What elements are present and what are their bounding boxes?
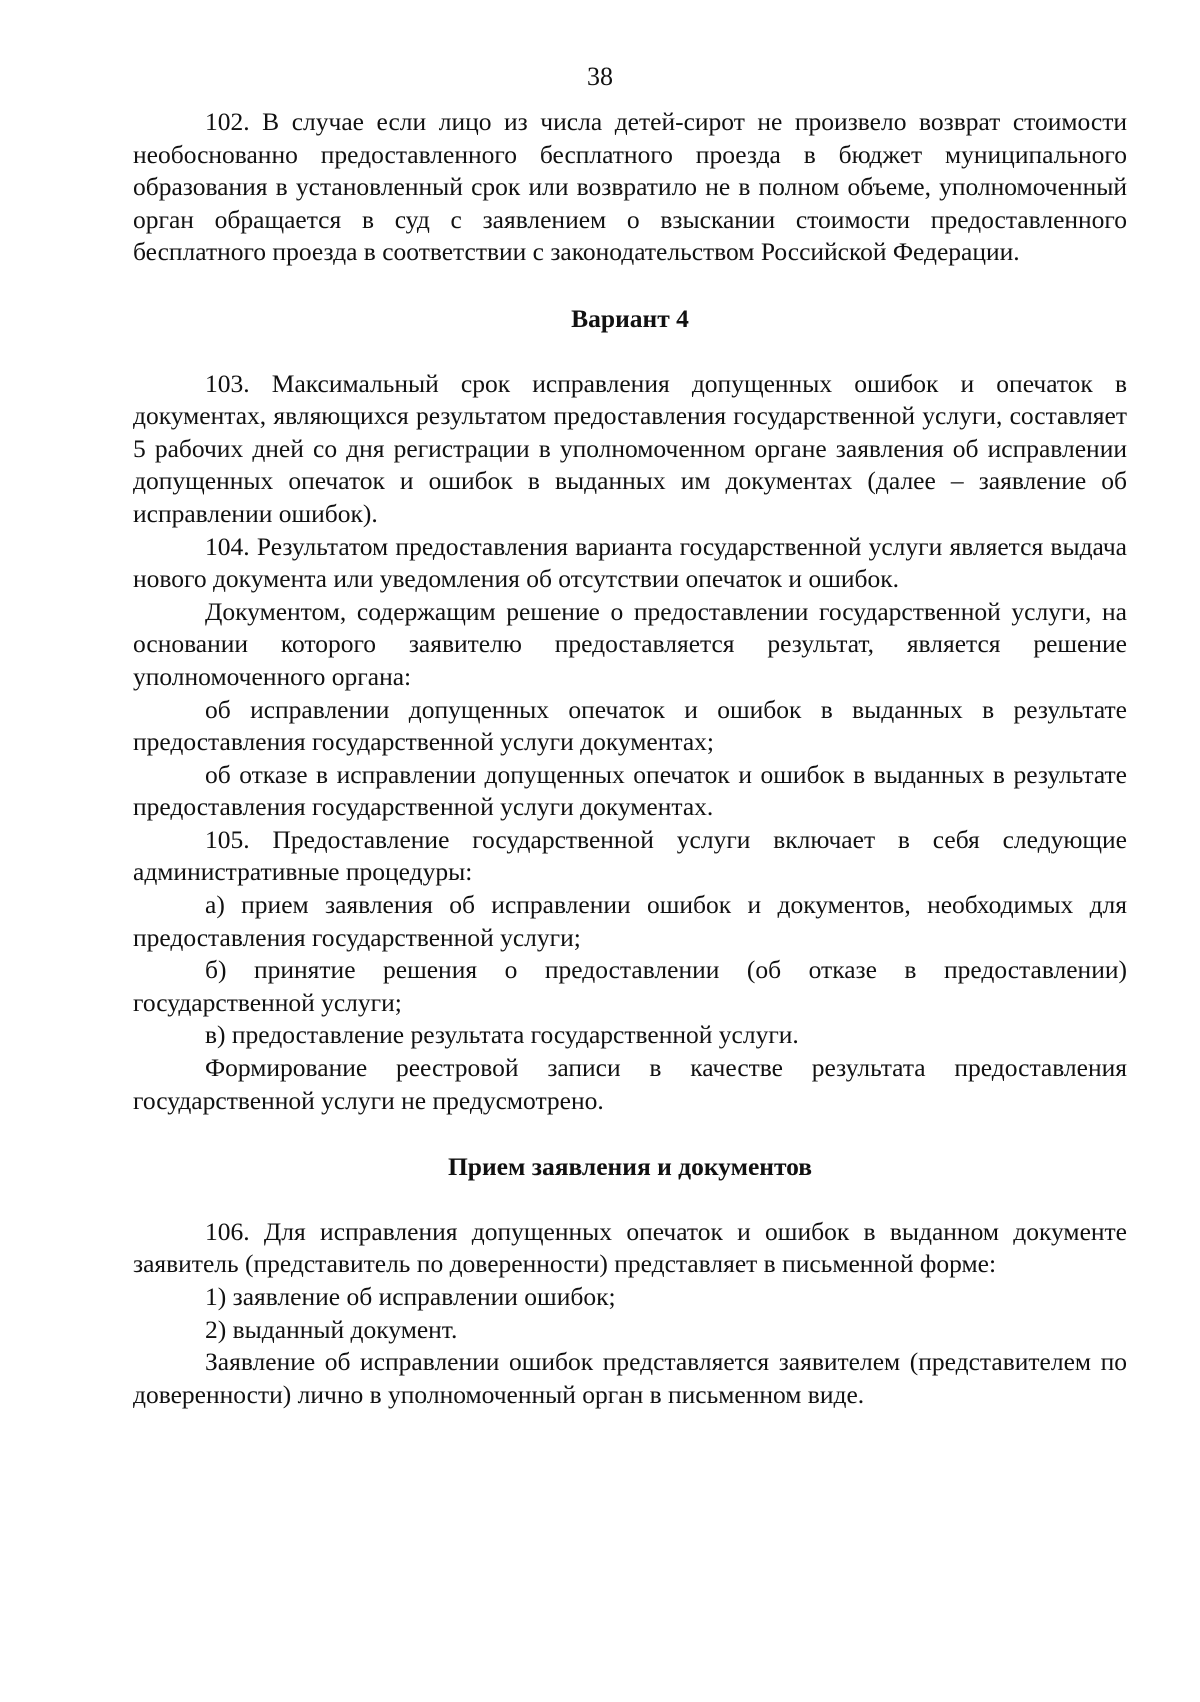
paragraph-decision-correction: об исправлении допущенных опечаток и ошибок в выданных в результате предоставления государственной услуги документах; [133,694,1127,757]
list-item-1: 1) заявление об исправлении ошибок; [205,1282,616,1311]
paragraph-106: 106. Для исправления допущенных опечаток и ошибок в выданном документе заявитель (представитель по доверенности) представляет в письменной форме: [133,1216,1127,1279]
section-heading-variant-4: Вариант 4 [571,303,689,333]
paragraph-104: 104. Результатом предоставления варианта государственной услуги является выдача нового документа или уведомления об отсутствии опечаток и ошибок. [133,531,1127,594]
paragraph-102: 102. В случае если лицо из числа детей-сирот не произвело возврат стоимости необоснованно предоставленного бесплатного проезда в бюджет муниципального образования в установленный срок или возвратило не в полном объеме, уполномоченный орган обращается в суд с заявлением о взыскании стоимости предоставленного бесплатного проезда в соответствии с законодательством Российской Федерации. [133,107,1127,267]
list-item-a: а) прием заявления об исправлении ошибок и документов, необходимых для предоставления государственной услуги; [133,890,1127,952]
list-item-b: б) принятие решения о предоставлении (об отказе в предоставлении) государственной услуги; [133,955,1127,1017]
paragraph-decision-refusal: об отказе в исправлении допущенных опечаток и ошибок в выданных в результате предоставления государственной услуги документах. [133,759,1127,822]
list-item-2: 2) выданный документ. [205,1314,458,1344]
document-body [133,106,1127,1411]
paragraph-registry-record: Формирование реестровой записи в качестве результата предоставления государственной услуги не предусмотрено. [133,1053,1127,1115]
paragraph-105: 105. Предоставление государственной услуги включает в себя следующие административные процедуры: [133,824,1127,887]
paragraph-decision-document: Документом, содержащим решение о предоставлении государственной услуги, на основании которого заявителю предоставляется результат, является решение уполномоченного органа: [133,596,1127,691]
paragraph-application-submission: Заявление об исправлении ошибок представляется заявителем (представителем по доверенности) лично в уполномоченный орган в письменном виде. [133,1347,1127,1409]
paragraph-103: 103. Максимальный срок исправления допущенных ошибок и опечаток в документах, являющихся результатом предоставления государственной услуги, составляет 5 рабочих дней со дня регистрации в уполномоченном органе заявления об исправлении допущенных опечаток и ошибок в выданных им документах (далее – заявление об исправлении ошибок). [133,368,1127,528]
page-number: 38 [587,62,613,91]
section-heading-application-intake: Прием заявления и документов [447,1152,813,1182]
list-item-v: в) предоставление результата государственной услуги. [205,1020,799,1050]
